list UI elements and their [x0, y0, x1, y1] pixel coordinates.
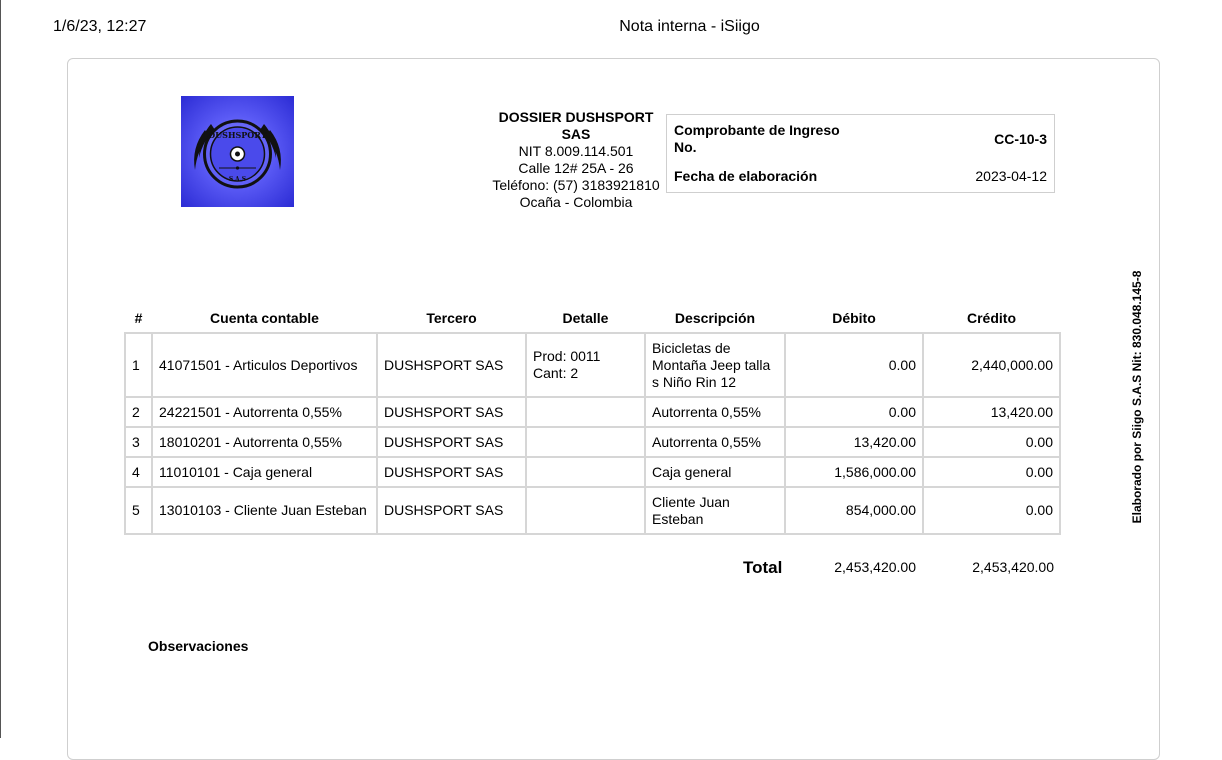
logo-brand-text: DUSHSPORT [208, 130, 267, 140]
debit-cell: 13,420.00 [785, 427, 923, 457]
credit-cell: 13,420.00 [923, 397, 1060, 427]
company-address: Calle 12# 25A - 26 [518, 160, 634, 176]
credit-cell: 2,440,000.00 [923, 333, 1060, 397]
row-number: 3 [125, 427, 152, 457]
table-row [125, 397, 1060, 427]
account-cell: 24221501 - Autorrenta 0,55% [152, 397, 377, 427]
third-party-cell: DUSHSPORT SAS [377, 333, 526, 397]
company-nit: NIT 8.009.114.501 [518, 143, 634, 159]
total-label: Total [743, 558, 783, 577]
voucher-meta-box [666, 114, 1055, 193]
total-credit: 2,453,420.00 [972, 559, 1054, 575]
company-logo [181, 96, 294, 207]
account-cell: 13010103 - Cliente Juan Esteban [152, 487, 377, 534]
voucher-page [67, 58, 1160, 760]
description-cell: Cliente Juan Esteban [645, 487, 785, 534]
credit-cell: 0.00 [923, 457, 1060, 487]
account-cell: 41071501 - Articulos Deportivos [152, 333, 377, 397]
debit-cell: 854,000.00 [785, 487, 923, 534]
row-number: 2 [125, 397, 152, 427]
description-cell: Caja general [645, 457, 785, 487]
table-row [125, 333, 1060, 397]
siigo-vertical-note: Elaborado por Siigo S.A.S Nit: 830.048.145-8 [1130, 270, 1144, 524]
third-party-cell: DUSHSPORT SAS [377, 427, 526, 457]
table-row [125, 457, 1060, 487]
detail-cell [526, 457, 645, 487]
column-header: Tercero [426, 310, 477, 326]
print-page-title: Nota interna - iSiigo [619, 18, 760, 35]
row-number: 1 [125, 333, 152, 397]
observations-label: Observaciones [148, 638, 249, 654]
detail-cell [526, 397, 645, 427]
account-cell: 18010201 - Autorrenta 0,55% [152, 427, 377, 457]
window-edge [0, 0, 1, 738]
row-number: 4 [125, 457, 152, 487]
company-info [483, 109, 669, 211]
account-cell: 11010101 - Caja general [152, 457, 377, 487]
column-header: Descripción [674, 310, 756, 326]
third-party-cell: DUSHSPORT SAS [377, 487, 526, 534]
company-phone: Teléfono: (57) 3183921810 [492, 177, 660, 193]
description-cell: Bicicletas de Montaña Jeep talla s Niño Rin 12 [645, 333, 785, 397]
logo-emblem-icon [181, 96, 294, 207]
voucher-date-label: Fecha de elaboración [674, 168, 818, 184]
table-row [125, 487, 1060, 534]
voucher-date: 2023-04-12 [975, 168, 1047, 184]
third-party-cell: DUSHSPORT SAS [377, 457, 526, 487]
column-header: Crédito [967, 310, 1016, 326]
row-number: 5 [125, 487, 152, 534]
debit-cell: 0.00 [785, 397, 923, 427]
voucher-type-label: Comprobante de Ingreso No. [674, 122, 840, 155]
voucher-number: CC-10-3 [994, 131, 1047, 147]
description-cell: Autorrenta 0,55% [645, 427, 785, 457]
print-header [0, 18, 1222, 40]
print-datetime: 1/6/23, 12:27 [53, 18, 147, 35]
credit-cell: 0.00 [923, 487, 1060, 534]
column-header: Débito [832, 310, 876, 326]
detail-cell [526, 427, 645, 457]
description-cell: Autorrenta 0,55% [645, 397, 785, 427]
total-debit: 2,453,420.00 [834, 559, 916, 575]
company-city: Ocaña - Colombia [519, 194, 633, 210]
column-header: Detalle [562, 310, 609, 326]
table-header-row [125, 304, 1060, 333]
column-header: Cuenta contable [210, 310, 319, 326]
debit-cell: 0.00 [785, 333, 923, 397]
detail-cell [526, 487, 645, 534]
credit-cell: 0.00 [923, 427, 1060, 457]
logo-sub-text: S.A.S [228, 176, 247, 183]
column-header: # [134, 310, 143, 326]
company-name: DOSSIER DUSHSPORT SAS [498, 109, 654, 142]
debit-cell: 1,586,000.00 [785, 457, 923, 487]
table-row [125, 427, 1060, 457]
accounting-entries-table [124, 304, 1061, 535]
third-party-cell: DUSHSPORT SAS [377, 397, 526, 427]
detail-cell: Prod: 0011 Cant: 2 [526, 333, 645, 397]
